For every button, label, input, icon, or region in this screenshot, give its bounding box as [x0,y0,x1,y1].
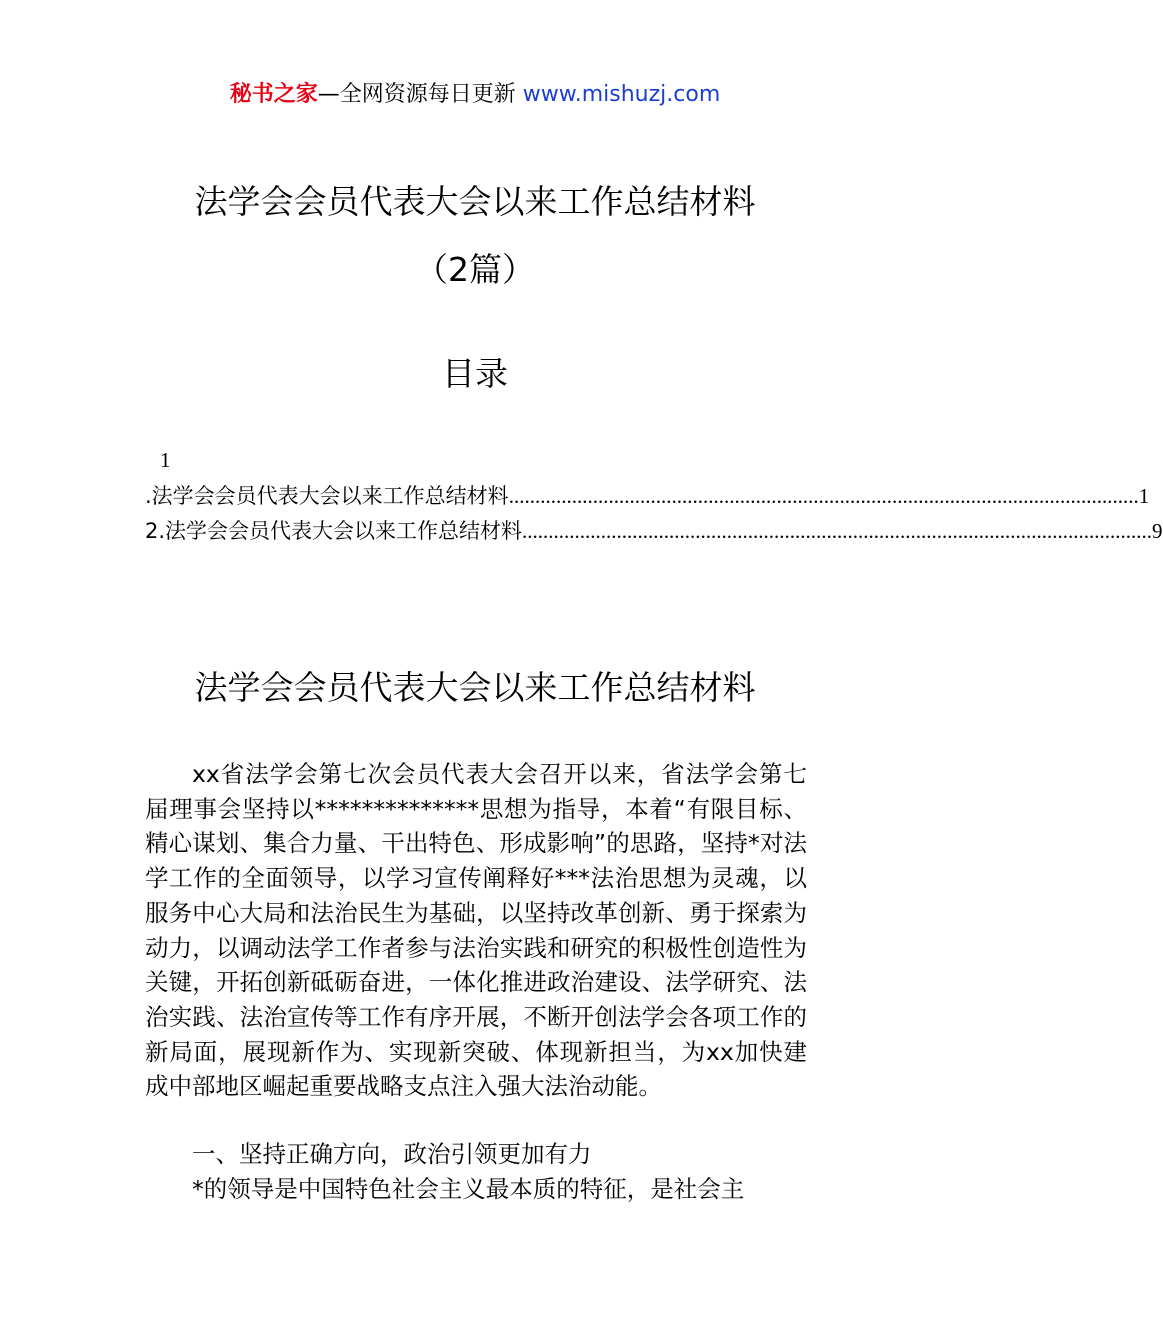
body-paragraph: xx省法学会第七次会员代表大会召开以来，省法学会第七届理事会坚持以**************思想为指导，本着“有限目标、精心谋划、集合力量、干出特色、形成影响”的思路，坚持*对法学工作的全面领导，以学习宣传阐释好***法治思想为灵魂，以服务中心大局和法治民生为基础，以坚持改革创新、勇于探索为动力，以调动法学工作者参与法治实践和研究的积极性创造性为关键，开拓创新砥砺奋进，一体化推进政治建设、法学研究、法治实践、法治宣传等工作有序开展，不断开创法学会各项工作的新局面，展现新作为、实现新突破、体现新担当，为xx加快建成中部地区崛起重要战略支点注入强大法治动能。 [145,760,807,1101]
toc-item-page: 1 [1138,484,1150,508]
toc-item[interactable] [145,480,1150,512]
site-url-link[interactable]: www.mishuzj.com [522,82,721,107]
section-heading: 一、坚持正确方向，政治引领更加有力 [192,1140,592,1168]
main-title: 法学会会员代表大会以来工作总结材料 [194,182,756,221]
toc-heading: 目录 [442,354,508,393]
document-title: 法学会会员代表大会以来工作总结材料 [194,668,756,707]
toc-leader-dots: ........................................................................................................................ [508,484,1139,508]
toc-stray-number: 1 [160,448,171,472]
toc-item-label: .法学会会员代表大会以来工作总结材料 [145,484,509,508]
toc-item[interactable] [145,515,1163,547]
main-subtitle: （2篇） [415,250,535,289]
site-header [0,78,950,112]
toc-item-page: 9 [1152,519,1163,543]
header-tagline: —全网资源每日更新 [317,82,523,107]
body-paragraph: *的领导是中国特色社会主义最本质的特征，是社会主 [192,1175,745,1203]
brand-name: 秘书之家 [229,82,318,107]
toc-leader-dots: ........................................................................................................................ [522,519,1153,543]
toc-item-label: 2.法学会会员代表大会以来工作总结材料 [145,519,523,543]
